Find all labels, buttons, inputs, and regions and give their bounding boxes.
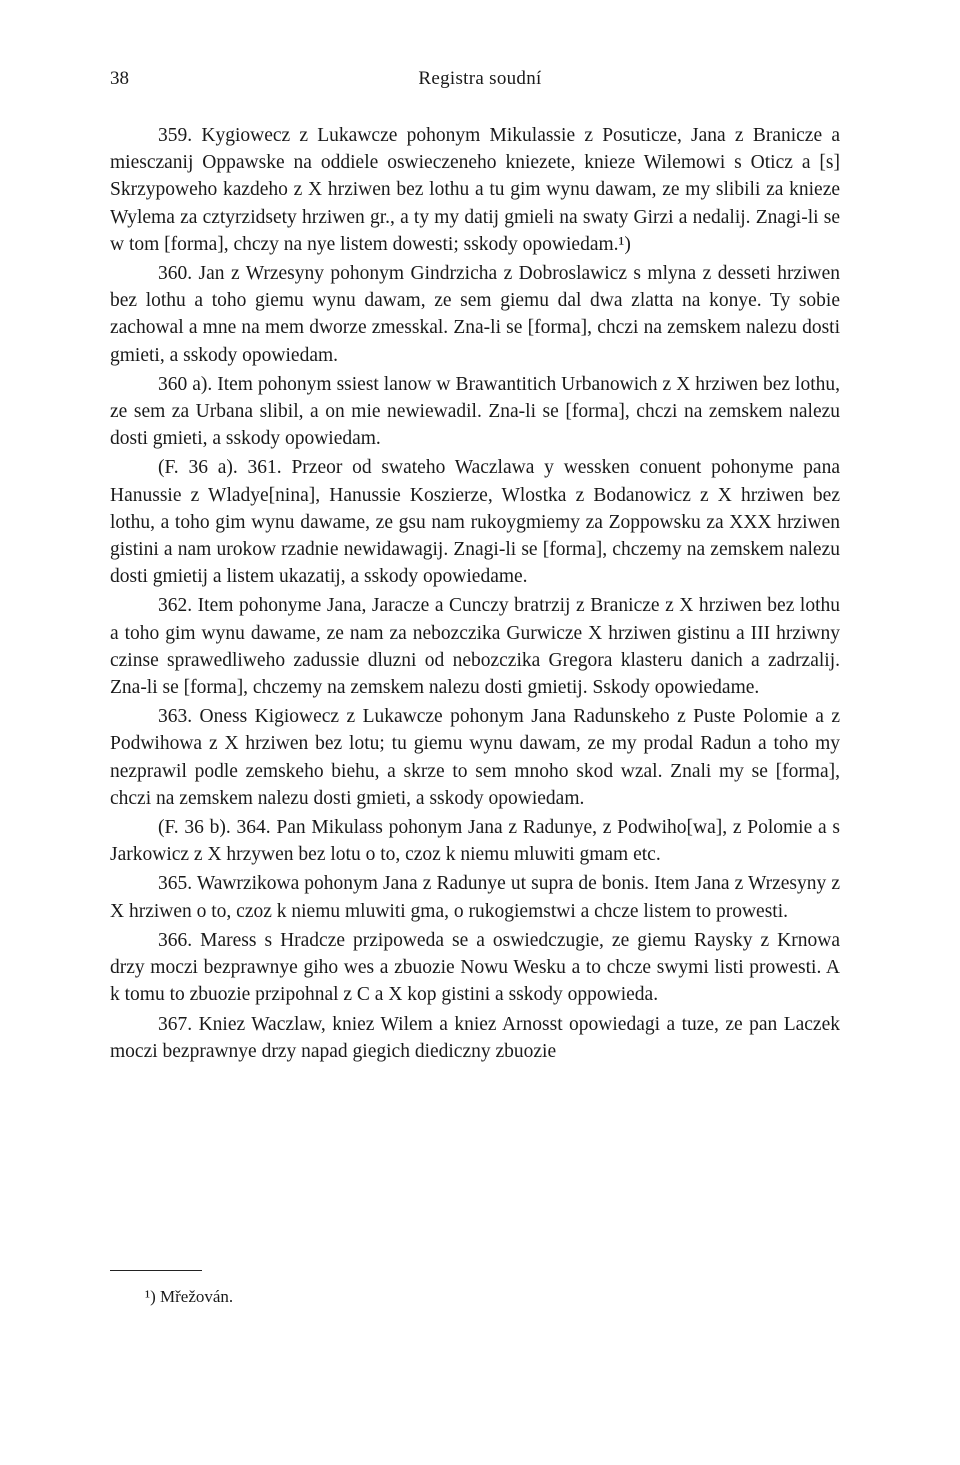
footnote-text: Mřežován. [160, 1287, 234, 1306]
page-number: 38 [110, 68, 129, 89]
entry-362: 362. Item pohonyme Jana, Jaracze a Cunczy bratrzij z Branicze z X hrziwen bez lothu a toho gim wynu dawame, ze nam za nebozczika Gurwicze X hrziwen gistinu a III hrziwny czinse sprawedliweho zadussie dluzni od nebozczika Gregora klasteru danich a zadrzalij. Zna-li se [forma], chczemy na zemskem nalezu dosti gmietij. Sskody opowiedame. [110, 595, 840, 699]
footnote [145, 1287, 233, 1307]
entry-365: 365. Wawrzikowa pohonym Jana z Radunye ut supra de bonis. Item Jana z Wrzesyny z X hrziwen o to, czoz k niemu mluwiti gma, o rukogiemstwi a chcze listem to prowesti. [110, 873, 840, 922]
footnote-divider [110, 1270, 202, 1271]
entry-359: 359. Kygiowecz z Lukawcze pohonym Mikulassie z Posuticze, Jana z Branicze a miesczanij Oppawske na oddiele oswieczeneho kniezete, knieze Wilemowi s Oticz a [s] Skrzypoweho kazdeho z X hrziwen bez lothu a tu gim wynu dawam, ze my slibili za knieze Wylema za cztyrzidsety hrziwen gr., a ty my datij gmieli na swaty Girzi a nedalij. Znagi-li se w tom [forma], chczy na nye listem dowesti; sskody opowiedam.¹) [110, 125, 840, 255]
entry-363: 363. Oness Kigiowecz z Lukawcze pohonym Jana Radunskeho z Puste Polomie a z Podwihowa z X hrziwen bez lotu; tu giemu wynu dawam, ze my prodal Radun a toho my nezprawil podle zemskeho biehu, a skrze to sem mnoho skod wzal. Znali my se [forma], chczi na zemskem nalezu dosti gmieti, a sskody opowiedam. [110, 706, 840, 809]
running-title: Registra soudní [418, 68, 542, 89]
entry-361: (F. 36 a). 361. Przeor od swateho Waczlawa y wessken conuent pohonyme pana Hanussie z Wladye[nina], Hanussie Koszierze, Wlostka z Bodanowicz z X hrziwen bez lothu, a toho gim wynu dawame, ze gsu nam rukoygmiemy za Zoppowsku za XXX hrziwen gistini a nam urokow rzadnie newidawagij. Znagi-li se [forma], chczemy na zemskem nalezu dosti gmietij a listem ukazatij, a sskody opowiedame. [110, 457, 840, 588]
body-text [110, 122, 840, 1067]
entry-364: (F. 36 b). 364. Pan Mikulass pohonym Jana z Radunye, z Podwiho[wa], z Polomie a s Jarkowicz z X hrzywen bez lotu o to, czoz k niemu mluwiti gmam etc. [110, 817, 840, 866]
entry-360a: 360 a). Item pohonym ssiest lanow w Brawantitich Urbanowich z X hrziwen bez lothu, ze sem za Urbana slibil, a on mie newiewadil. Zna-li se [forma], chczi na zemskem nalezu dosti gmieti, a sskody opowiedam. [110, 373, 840, 450]
entry-367: 367. Kniez Waczlaw, kniez Wilem a kniez Arnosst opowiedagi a tuze, ze pan Laczek moczi bezprawnye drzy napad giegich diediczny zbuozie [110, 1013, 840, 1062]
footnote-marker: ¹) [145, 1287, 156, 1306]
entry-366: 366. Maress s Hradcze przipoweda se a oswiedczugie, ze giemu Raysky z Krnowa drzy moczi bezprawnye giho wes a zbuozie Nowu Wesku a to chcze swymi listi prowesti. A k tomu to zbuozie przipohnal z C a X kop gistini a sskody oppowieda. [110, 929, 840, 1006]
entry-360: 360. Jan z Wrzesyny pohonym Gindrzicha z Dobroslawicz s mlyna z desseti hrziwen bez lothu a toho giemu wynu dawam, ze sem giemu dal dwa zlatta na konye. Ty sobie zachowal a mne na mem dworze zmesskal. Zna-li se [forma], chczi na zemskem nalezu dosti gmieti, a sskody opowiedam. [110, 263, 840, 366]
